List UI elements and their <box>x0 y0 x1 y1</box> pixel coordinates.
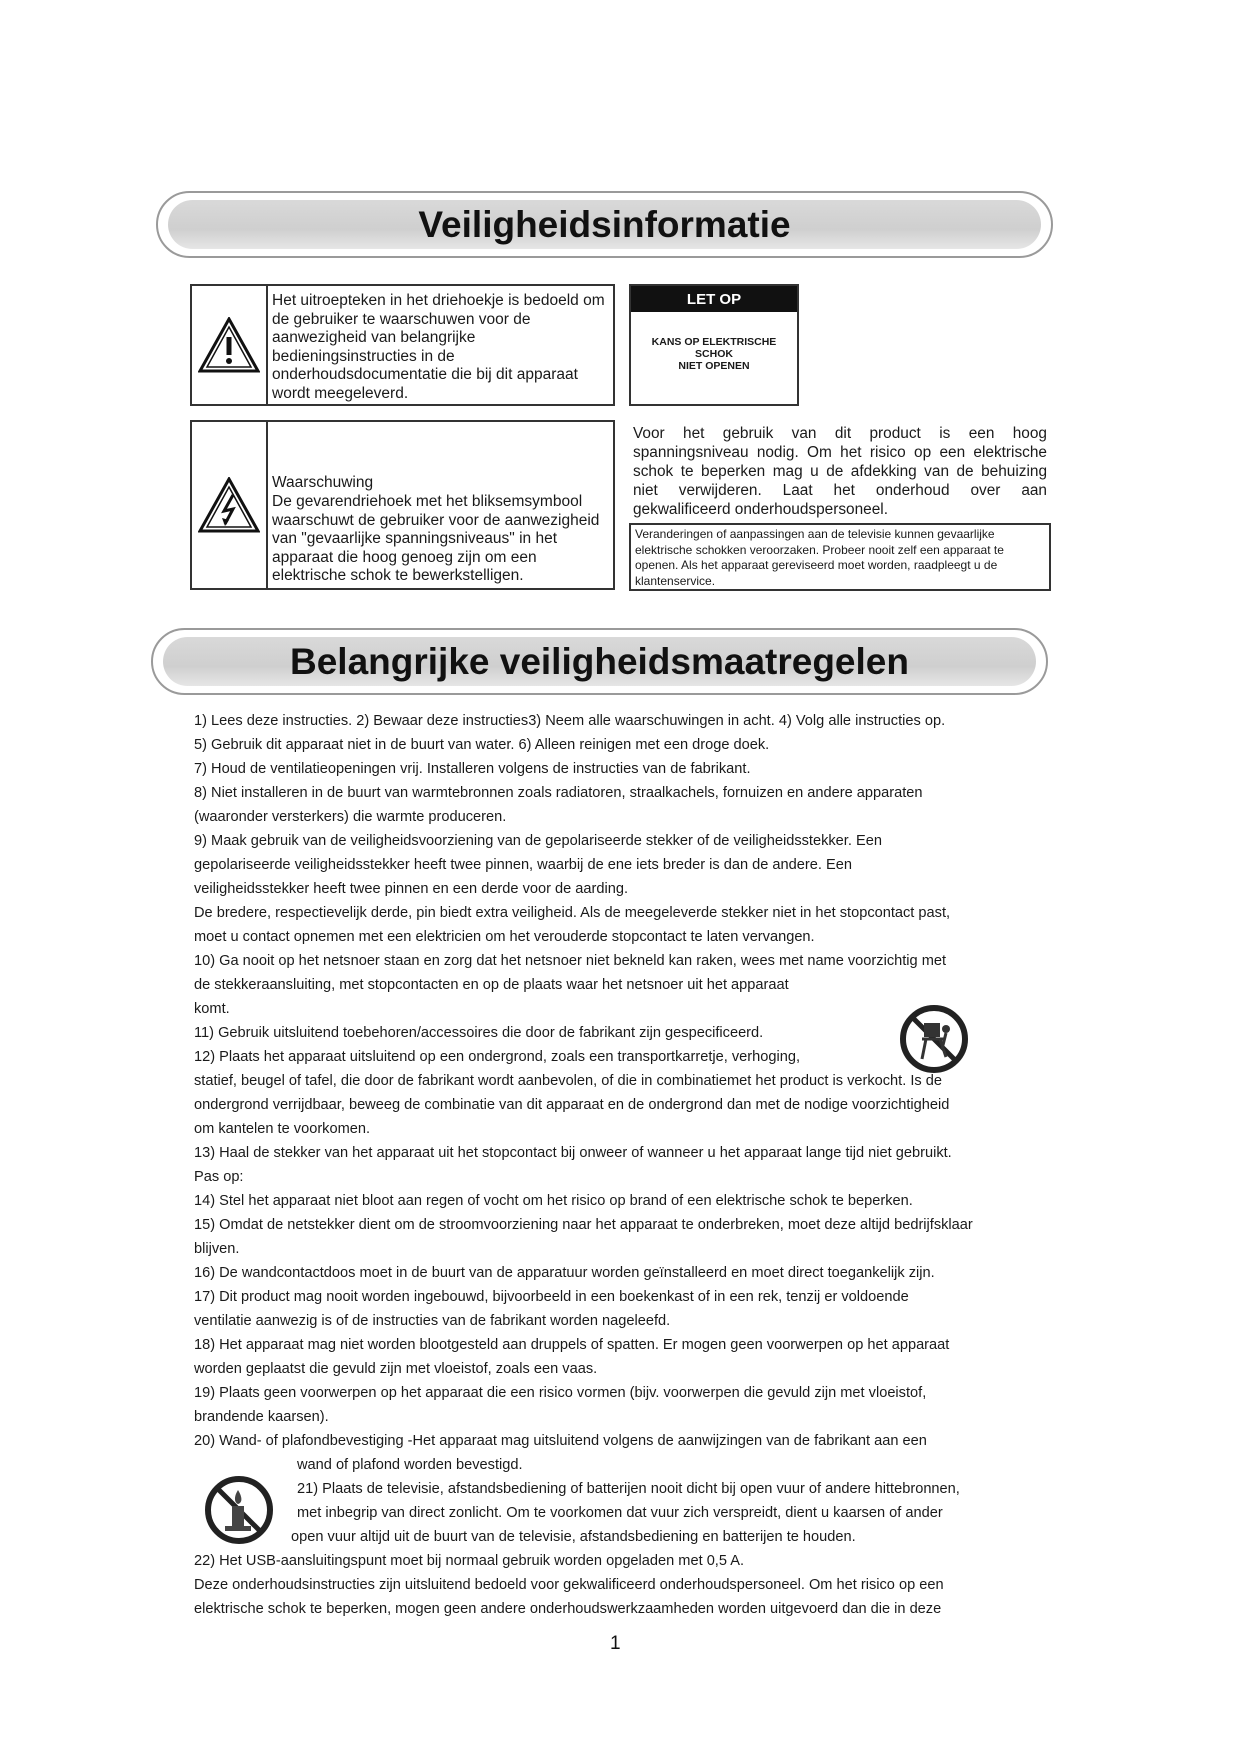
instruction-line: 17) Dit product mag nooit worden ingebouwd, bijvoorbeeld in een boekenkast of in een rek, tenzij er voldoende <box>194 1289 909 1305</box>
instruction-line: open vuur altijd uit de buurt van de televisie, afstandsbediening en batterijen te houden. <box>291 1529 856 1545</box>
instruction-line: (waaronder versterkers) die warmte produceren. <box>194 809 507 825</box>
modification-warning-text: Veranderingen of aanpassingen aan de televisie kunnen gevaarlijke elektrische schokken veroorzaken. Probeer nooit zelf een apparaat te openen. Als het apparaat gereviseerd moet worden, raadpleegt u de klantenservice. <box>635 527 1004 588</box>
instruction-line: 9) Maak gebruik van de veiligheidsvoorziening van de gepolariseerde stekker of de veiligheidsstekker. Een <box>194 833 882 849</box>
high-voltage-note: Voor het gebruik van dit product is een hoog spanningsniveau nodig. Om het risico op een elektrische schok te beperken mag u de afdekking van de behuizing niet verwijderen. Laat het onderhoud over aan gekwalificeerd onderhoudspersoneel. <box>633 425 1047 518</box>
instruction-line: wand of plafond worden bevestigd. <box>297 1457 523 1473</box>
instruction-line: elektrische schok te beperken, mogen geen andere onderhoudswerkzaamheden worden uitgevoerd dan die in deze <box>194 1601 942 1617</box>
lightning-icon-cell <box>192 422 268 588</box>
instruction-line: 12) Plaats het apparaat uitsluitend op een ondergrond, zoals een transportkarretje, verhoging, <box>194 1049 801 1065</box>
instruction-line: De bredere, respectievelijk derde, pin biedt extra veiligheid. Als de meegeleverde stekker niet in het stopcontact past, <box>194 905 951 921</box>
section-banner-safety-info <box>156 191 1053 258</box>
caution-line: NIET OPENEN <box>678 360 750 372</box>
section-banner-inner <box>168 200 1041 249</box>
instruction-line: 20) Wand- of plafondbevestiging -Het apparaat mag uitsluitend volgens de aanwijzingen van de fabrikant aan een <box>194 1433 927 1449</box>
caution-box <box>629 284 799 406</box>
instruction-line: brandende kaarsen). <box>194 1409 329 1425</box>
caution-line: SCHOK <box>695 348 733 360</box>
section-banner-precautions <box>151 628 1048 695</box>
exclamation-triangle-icon <box>198 317 260 373</box>
instruction-line: ventilatie aanwezig is of de instructies van de fabrikant worden nageleefd. <box>194 1313 671 1329</box>
instruction-line: 15) Omdat de netstekker dient om de stroomvoorziening naar het apparaat te onderbreken, moet deze altijd bedrijfsklaar <box>194 1217 973 1233</box>
section-title: Belangrijke veiligheidsmaatregelen <box>290 640 909 682</box>
lightning-triangle-icon <box>198 477 260 533</box>
instruction-line: Deze onderhoudsinstructies zijn uitsluitend bedoeld voor gekwalificeerd onderhoudspersoneel. Om het risico op een <box>194 1577 944 1593</box>
instruction-line: 5) Gebruik dit apparaat niet in de buurt van water. 6) Alleen reinigen met een droge doek. <box>194 737 770 753</box>
instruction-line: worden geplaatst die gevuld zijn met vloeistof, zoals een vaas. <box>194 1361 598 1377</box>
instruction-line: 13) Haal de stekker van het apparaat uit het stopcontact bij onweer of wanneer u het apparaat lange tijd niet gebruikt. <box>194 1145 952 1161</box>
instruction-line: moet u contact opnemen met een elektricien om het verouderde stopcontact te laten vervangen. <box>194 929 815 945</box>
instruction-line: 22) Het USB-aansluitingspunt moet bij normaal gebruik worden opgeladen met 0,5 A. <box>194 1553 745 1569</box>
caution-heading: LET OP <box>631 286 797 312</box>
instruction-line: gepolariseerde veiligheidsstekker heeft twee pinnen, waarbij de ene iets breder is dan de andere. Een <box>194 857 852 873</box>
instruction-line: 10) Ga nooit op het netsnoer staan en zorg dat het netsnoer niet bekneld kan raken, wees met name voorzichtig met <box>194 953 947 969</box>
instruction-line: 18) Het apparaat mag niet worden blootgesteld aan druppels of spatten. Er mogen geen voorwerpen op het apparaat <box>194 1337 950 1353</box>
section-title: Veiligheidsinformatie <box>418 203 791 245</box>
exclamation-warning-box <box>190 284 615 406</box>
instruction-line: 1) Lees deze instructies. 2) Bewaar deze instructies3) Neem alle waarschuwingen in acht. 4) Volg alle instructies op. <box>194 713 946 729</box>
instruction-line: 8) Niet installeren in de buurt van warmtebronnen zoals radiatoren, straalkachels, fornuizen en andere apparaten <box>194 785 923 801</box>
section-banner-inner <box>163 637 1036 686</box>
page-number: 1 <box>610 1633 621 1654</box>
instruction-line: met inbegrip van direct zonlicht. Om te voorkomen dat vuur zich verspreidt, dient u kaarsen of ander <box>297 1505 943 1521</box>
instruction-line: 21) Plaats de televisie, afstandsbediening of batterijen nooit dicht bij open vuur of andere hittebronnen, <box>297 1481 960 1497</box>
instruction-line: 16) De wandcontactdoos moet in de buurt van de apparatuur worden geïnstalleerd en moet direct toegankelijk zijn. <box>194 1265 935 1281</box>
no-cart-tipping-icon <box>900 1005 968 1073</box>
exclamation-icon-cell <box>192 286 268 404</box>
modification-warning-box <box>629 523 1051 591</box>
instruction-line: 19) Plaats geen voorwerpen op het apparaat die een risico vormen (bijv. voorwerpen die gevuld zijn met vloeistof, <box>194 1385 927 1401</box>
instruction-line: statief, beugel of tafel, die door de fabrikant wordt aanbevolen, of die in combinatiemet het product is verkocht. Is de <box>194 1073 942 1089</box>
caution-line: KANS OP ELEKTRISCHE <box>651 336 777 348</box>
exclamation-text: Het uitroepteken in het driehoekje is bedoeld om de gebruiker te waarschuwen voor de aanwezigheid van belangrijke bedieningsinstructies in de onderhoudsdocumentatie die bij dit apparaat wordt meegeleverd. <box>272 292 605 402</box>
instruction-line: Pas op: <box>194 1169 244 1185</box>
instruction-line: komt. <box>194 1001 230 1017</box>
lightning-warning-box <box>190 420 615 590</box>
instruction-line: 7) Houd de ventilatieopeningen vrij. Installeren volgens de instructies van de fabrikant. <box>194 761 751 777</box>
instruction-line: 11) Gebruik uitsluitend toebehoren/accessoires die door de fabrikant zijn gespecificeerd. <box>194 1025 764 1041</box>
instruction-line: om kantelen te voorkomen. <box>194 1121 371 1137</box>
lightning-text: De gevarendriehoek met het bliksemsymbool waarschuwt de gebruiker voor de aanwezigheid van "gevaarlijke spanningsniveaus" in het apparaat die hoog genoeg zijn om een elektrische schok te bewerkstelligen. <box>272 493 600 585</box>
instruction-line: blijven. <box>194 1241 240 1257</box>
instruction-line: ondergrond verrijdbaar, beweeg de combinatie van dit apparaat en de ondergrond dan met de nodige voorzichtigheid <box>194 1097 950 1113</box>
no-open-flame-icon <box>205 1476 273 1544</box>
instruction-line: de stekkeraansluiting, met stopcontacten en op de plaats waar het netsnoer uit het apparaat <box>194 977 789 993</box>
lightning-title: Waarschuwing <box>272 474 374 491</box>
caution-body <box>631 336 797 372</box>
instruction-line: veiligheidsstekker heeft twee pinnen en een derde voor de aarding. <box>194 881 629 897</box>
instruction-line: 14) Stel het apparaat niet bloot aan regen of vocht om het risico op brand of een elektrische schok te beperken. <box>194 1193 913 1209</box>
